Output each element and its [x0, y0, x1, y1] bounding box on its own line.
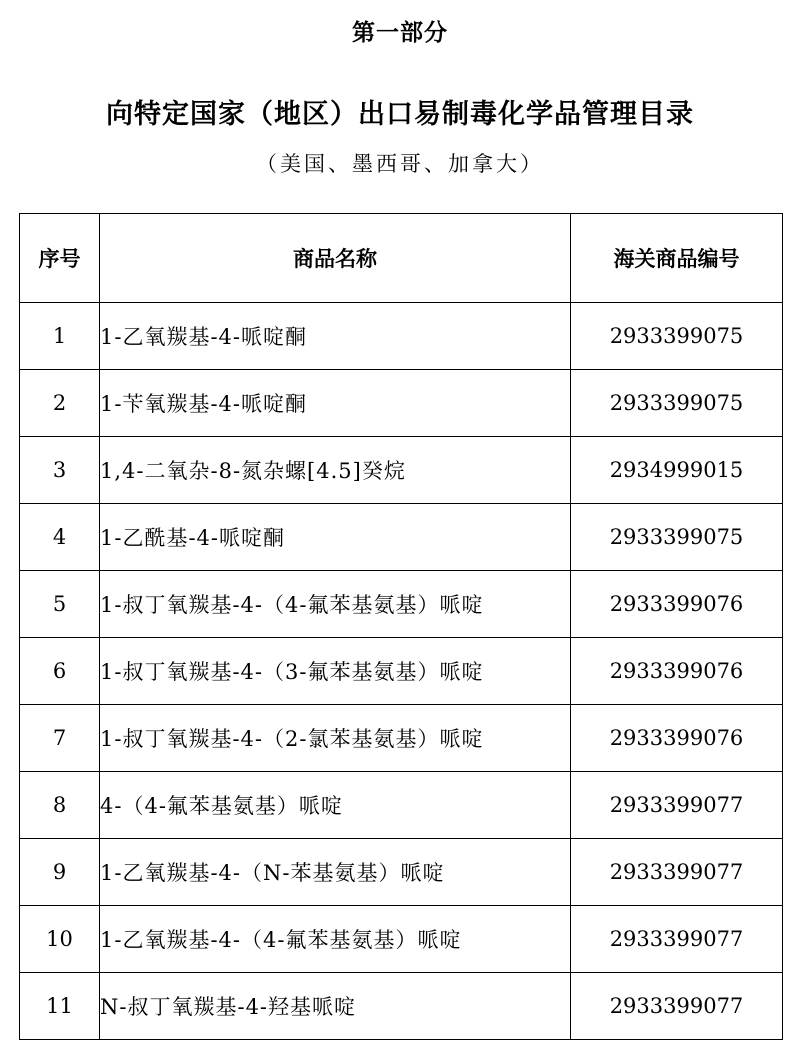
row-serial-number: 11	[20, 973, 100, 1040]
row-serial-number: 6	[20, 638, 100, 705]
row-product-name: N-叔丁氧羰基-4-羟基哌啶	[100, 973, 571, 1040]
row-product-name: 1,4-二氧杂-8-氮杂螺[4.5]癸烷	[100, 437, 571, 504]
row-serial-number: 8	[20, 772, 100, 839]
table-row	[20, 839, 783, 906]
row-serial-number: 10	[20, 906, 100, 973]
row-serial-number: 2	[20, 370, 100, 437]
row-product-name: 1-苄氧羰基-4-哌啶酮	[100, 370, 571, 437]
row-product-name: 1-叔丁氧羰基-4-（2-氯苯基氨基）哌啶	[100, 705, 571, 772]
table-row	[20, 370, 783, 437]
header-serial-number: 序号	[20, 214, 100, 303]
table-row	[20, 906, 783, 973]
row-customs-code: 2933399076	[571, 571, 783, 638]
table-header-row	[20, 214, 783, 303]
row-product-name: 1-乙氧羰基-4-（4-氟苯基氨基）哌啶	[100, 906, 571, 973]
row-product-name: 1-乙氧羰基-4-（N-苯基氨基）哌啶	[100, 839, 571, 906]
page-subtitle: （美国、墨西哥、加拿大）	[256, 152, 544, 176]
row-customs-code: 2933399076	[571, 638, 783, 705]
row-product-name: 4-（4-氟苯基氨基）哌啶	[100, 772, 571, 839]
table-row	[20, 705, 783, 772]
row-serial-number: 4	[20, 504, 100, 571]
table-row	[20, 504, 783, 571]
row-customs-code: 2933399075	[571, 303, 783, 370]
table-row	[20, 571, 783, 638]
row-serial-number: 3	[20, 437, 100, 504]
row-product-name: 1-叔丁氧羰基-4-（4-氟苯基氨基）哌啶	[100, 571, 571, 638]
row-product-name: 1-乙酰基-4-哌啶酮	[100, 504, 571, 571]
row-customs-code: 2934999015	[571, 437, 783, 504]
page-title: 向特定国家（地区）出口易制毒化学品管理目录	[106, 99, 694, 130]
row-customs-code: 2933399077	[571, 973, 783, 1040]
row-product-name: 1-叔丁氧羰基-4-（3-氟苯基氨基）哌啶	[100, 638, 571, 705]
header-product-name: 商品名称	[100, 214, 571, 303]
row-customs-code: 2933399075	[571, 504, 783, 571]
table-row	[20, 973, 783, 1040]
row-customs-code: 2933399077	[571, 839, 783, 906]
row-serial-number: 9	[20, 839, 100, 906]
table-row	[20, 638, 783, 705]
table-row	[20, 772, 783, 839]
table-row	[20, 437, 783, 504]
row-customs-code: 2933399077	[571, 906, 783, 973]
table-row	[20, 303, 783, 370]
row-serial-number: 7	[20, 705, 100, 772]
row-customs-code: 2933399076	[571, 705, 783, 772]
row-customs-code: 2933399075	[571, 370, 783, 437]
row-serial-number: 1	[20, 303, 100, 370]
row-customs-code: 2933399077	[571, 772, 783, 839]
row-serial-number: 5	[20, 571, 100, 638]
row-product-name: 1-乙氧羰基-4-哌啶酮	[100, 303, 571, 370]
header-customs-code: 海关商品编号	[571, 214, 783, 303]
chemical-catalog-table	[19, 213, 783, 1040]
part-title: 第一部分	[352, 20, 448, 46]
